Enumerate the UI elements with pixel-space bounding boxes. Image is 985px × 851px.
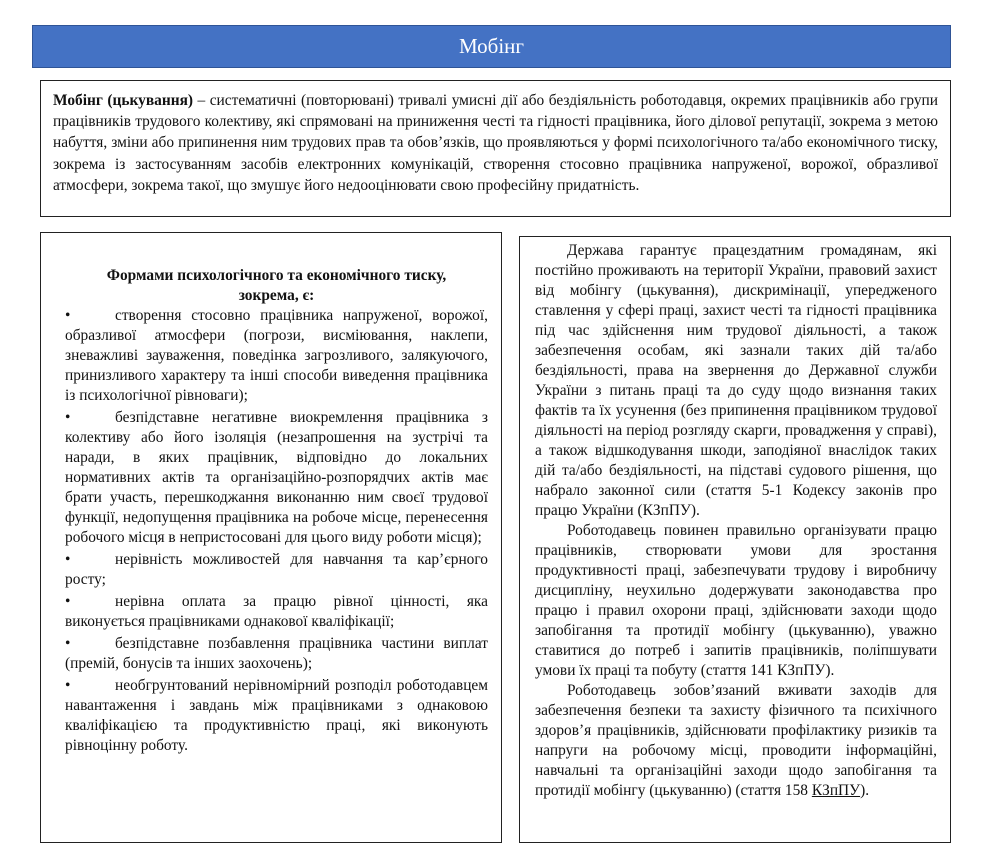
bullet-icon: • (65, 635, 71, 652)
definition-text: – систематичні (повторювані) тривалі умисні дії або бездіяльність роботодавця, окремих працівників або групи працівників трудового колективу, які спрямовані на приниження честі та гідності працівника, його ділової репутації, зокрема з метою набуття, зміни або припинення ним трудових прав та обов’язків, що проявляються у формі психологічного та/або економічного тиску, зокрема із застосуванням засобів електронних комунікацій, створення стосовно працівника напруженої, ворожої, образливої атмосфери, зокрема такої, що змушує його недооцінювати свою професійну придатність. (53, 92, 938, 194)
pressure-forms-box (40, 232, 502, 843)
employer-duties-paragraph: Роботодавець повинен правильно організувати працю працівників, створювати умови для зростання продуктивності праці, забезпечувати трудову і виробничу дисципліну, неухильно додержувати законодавства про працю і правил охорони праці, здійснювати заходи щодо запобігання та протидії мобінгу (цькуванню), уважно ставитися до потреб і запитів працівників, поліпшувати умови їх праці та побуту (стаття 141 КЗпПУ). (535, 522, 937, 679)
pressure-forms-list (65, 306, 488, 756)
definition-term: Мобінг (цькування) (53, 92, 194, 109)
state-guarantee-paragraph: Держава гарантує працездатним громадянам, які постійно проживають на території України, правовий захист від мобінгу (цькування), дискримінації, упередженого ставлення у сфері праці, захист честі та гідності працівника під час здійснення ним трудової діяльності, а також забезпечення особам, які зазнали таких дій та/або бездіяльності, права на звернення до Державної служби України з питань праці та до суду щодо визнання таких фактів та їх усунення (без припинення працівником трудової діяльності на період розгляду скарги, провадження у справі), а також відшкодування шкоди, заподіяної внаслідок таких дій та/або бездіяльності, на підставі судового рішення, що набрало законної сили (стаття 5-1 Кодексу законів про працю України (КЗпПУ). (535, 242, 937, 519)
list-item: • нерівна оплата за працю рівної цінності, яка виконується працівниками однакової кваліфікації; (65, 593, 488, 630)
list-item: • нерівність можливостей для навчання та кар’єрного росту; (65, 551, 488, 588)
bullet-icon: • (65, 677, 71, 694)
pressure-forms-title: Формами психологічного та економічного тиску, зокрема, є: (106, 267, 447, 304)
bullet-icon: • (65, 551, 71, 568)
bullet-icon: • (65, 307, 71, 324)
obligations-box (519, 236, 951, 843)
list-item: • створення стосовно працівника напруженої, ворожої, образливої атмосфери (погрози, висміювання, наклепи, зневажливі зауваження, поведінка загрозливого, залякуючого, принизливого характеру та інші способи виведення працівника із психологічної рівноваги); (65, 307, 488, 404)
bullet-icon: • (65, 593, 71, 610)
page-title: Мобінг (458, 34, 525, 58)
list-item: • необгрунтований нерівномірний розподіл роботодавцем навантаження і завдань між працівниками з однаковою кваліфікацією та продуктивністю праці, які виконують рівноцінну роботу. (65, 677, 488, 754)
definition-box (40, 80, 951, 217)
kzppu-link[interactable]: КЗпПУ (811, 782, 861, 799)
employer-safety-paragraph: Роботодавець зобов’язаний вживати заходів для забезпечення безпеки та захисту фізичного та психічного здоров’я працівників, здійснювати профілактику ризиків та напруги на робочому місці, проводити інформаційні, навчальні та організаційні заходи щодо запобігання та протидії мобінгу (цькуванню) (стаття 158 КЗпПУ). (535, 682, 937, 799)
list-item: • безпідставне негативне виокремлення працівника з колективу або його ізоляція (незапрошення на зустрічі та наради, в яких працівник, відповідно до локальних нормативних актів та організаційно-розпорядчих актів має брати участь, перешкоджання виконанню ним своєї трудової функції, недопущення працівника на робоче місце, перенесення робочого місця в непристосовані для цього виду роботи місця); (65, 409, 488, 546)
page-title-banner (32, 25, 951, 68)
bullet-icon: • (65, 409, 71, 426)
list-item: • безпідставне позбавлення працівника частини виплат (премій, бонусів та інших заохочень); (65, 635, 488, 672)
